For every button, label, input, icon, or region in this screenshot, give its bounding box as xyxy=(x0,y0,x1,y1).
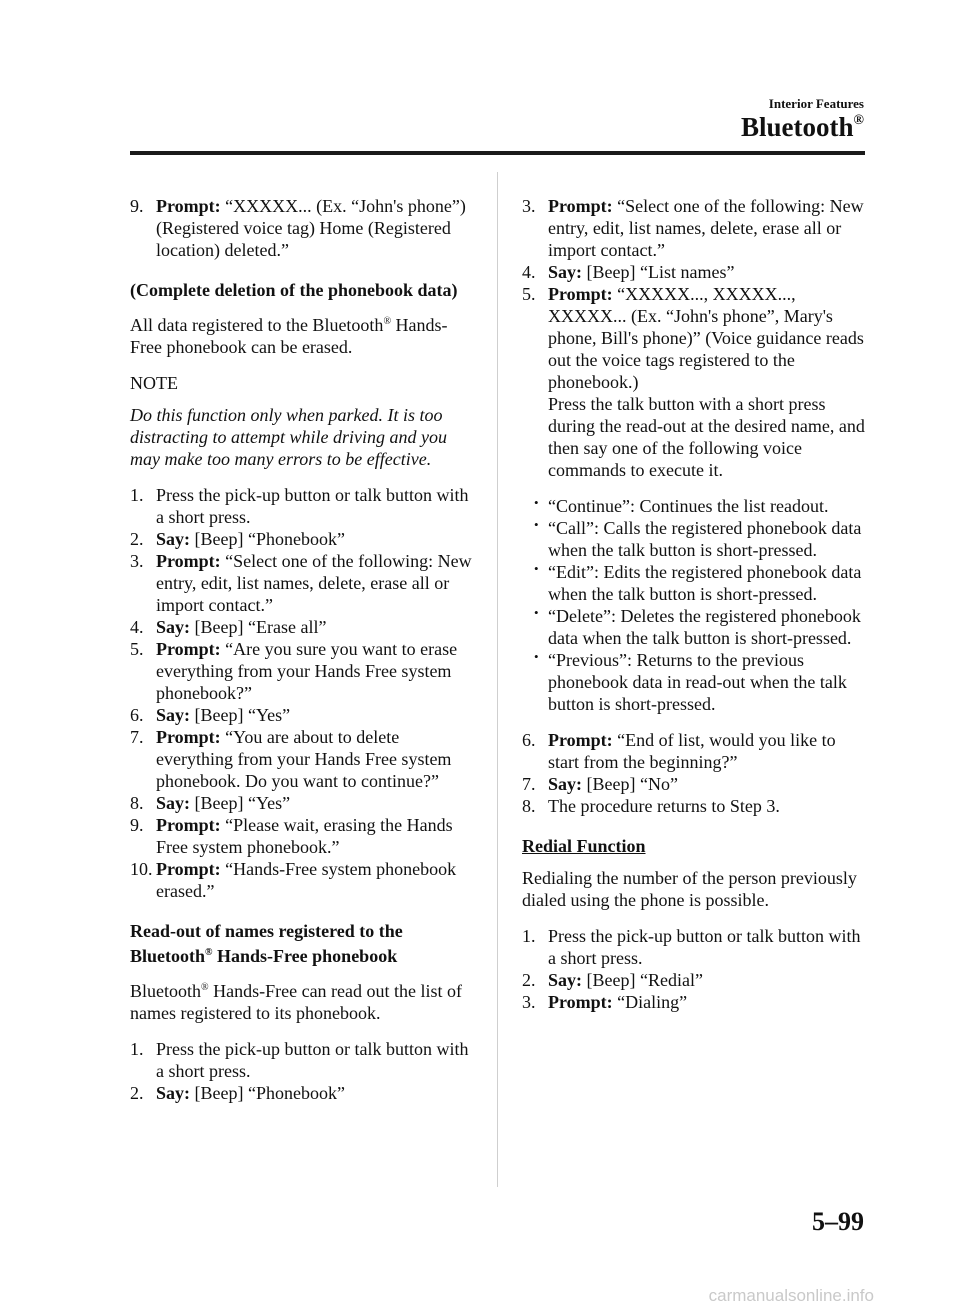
step-number: 9. xyxy=(130,196,144,216)
page-title xyxy=(741,112,864,143)
list-item: 2. Say: [Beep] “Phonebook” xyxy=(130,529,345,549)
note-text: Do this function only when parked. It is too distracting to attempt while driving and you may make too many errors to be effective. xyxy=(130,405,447,469)
bullet-icon: • xyxy=(534,649,539,664)
list-item: 3. Prompt: “Dialing” xyxy=(522,992,688,1012)
list-item: 4. Say: [Beep] “List names” xyxy=(522,262,735,282)
steps-read-out xyxy=(130,1038,475,1104)
list-item: • “Previous”: Returns to the previous phonebook data in read-out when the talk button is short-pressed. xyxy=(522,649,867,715)
heading-read-out: Read-out of names registered to the Bluetooth® Hands-Free phonebook xyxy=(130,921,403,966)
intro-read-out: Bluetooth® Hands-Free can read out the list of names registered to its phonebook. xyxy=(130,981,463,1023)
list-item: 6. Prompt: “End of list, would you like to start from the beginning?” xyxy=(522,730,836,772)
page-number: 5–99 xyxy=(812,1207,864,1236)
list-item: 9. Prompt: “Please wait, erasing the Hands Free system phonebook.” xyxy=(130,815,453,857)
section-header: Interior Features xyxy=(768,96,864,111)
page-title-text: Bluetooth xyxy=(741,112,854,142)
list-item: 6. Say: [Beep] “Yes” xyxy=(130,705,291,725)
list-item: 1. Press the pick-up button or talk button with a short press. xyxy=(130,1039,469,1081)
list-item: 4. Say: [Beep] “Erase all” xyxy=(130,617,327,637)
list-item: 5. Prompt: “XXXXX..., XXXXX..., XXXXX... (Ex. “John's phone”, Mary's phone, Bill's phone)” (Voice guidance reads out the voice tags registered to the phonebook.) xyxy=(522,284,864,392)
note-label: NOTE xyxy=(130,373,178,393)
steps-end-of-list xyxy=(522,729,867,817)
steps-redial xyxy=(522,925,867,1013)
step-text: “XXXXX... (Ex. “John's phone”) (Registered voice tag) Home (Registered location) deleted.” xyxy=(156,196,466,260)
bullet-icon: • xyxy=(534,517,539,532)
registered-mark: ® xyxy=(853,113,864,128)
step-label: Prompt: xyxy=(156,196,221,216)
registered-mark: ® xyxy=(201,982,209,993)
registered-mark: ® xyxy=(205,947,213,958)
list-item: • “Delete”: Deletes the registered phonebook data when the talk button is short-pressed. xyxy=(522,605,867,649)
registered-mark: ® xyxy=(383,316,392,327)
heading-redial-function: Redial Function xyxy=(522,836,646,856)
list-item: 1. Press the pick-up button or talk button with a short press. xyxy=(522,926,861,968)
list-item: 2. Say: [Beep] “Redial” xyxy=(522,970,703,990)
step-5-instructions: Press the talk button with a short press during the read-out at the desired name, and then say one of the following voice commands to execute it. xyxy=(548,394,865,480)
step-9-deleted xyxy=(130,195,475,261)
list-item: 2. Say: [Beep] “Phonebook” xyxy=(130,1083,345,1103)
steps-erase-all xyxy=(130,484,475,902)
right-column xyxy=(522,195,867,1013)
list-item: • “Edit”: Edits the registered phonebook data when the talk button is short-pressed. xyxy=(522,561,867,605)
bullet-icon: • xyxy=(534,561,539,576)
heading-complete-deletion: (Complete deletion of the phonebook data) xyxy=(130,280,458,300)
list-item: 1. Press the pick-up button or talk button with a short press. xyxy=(130,485,469,527)
list-item: 3. Prompt: “Select one of the following: New entry, edit, list names, delete, erase all or import contact.” xyxy=(130,551,472,615)
list-item: 8. Say: [Beep] “Yes” xyxy=(130,793,291,813)
list-item: 7. Say: [Beep] “No” xyxy=(522,774,678,794)
header-rule xyxy=(130,151,865,155)
bullet-icon: • xyxy=(534,495,539,510)
list-item: 10. Prompt: “Hands-Free system phonebook erased.” xyxy=(130,859,457,901)
footer-watermark: carmanualsonline.info xyxy=(708,1286,874,1305)
bullet-icon: • xyxy=(534,605,539,620)
list-item: • “Continue”: Continues the list readout. xyxy=(522,495,867,517)
list-item: 3. Prompt: “Select one of the following: New entry, edit, list names, delete, erase all or import contact.” xyxy=(522,196,864,260)
intro-complete-deletion: All data registered to the Bluetooth® Hands-Free phonebook can be erased. xyxy=(130,315,448,357)
left-column xyxy=(130,195,475,1104)
voice-commands-list xyxy=(522,495,867,715)
list-item: • “Call”: Calls the registered phonebook data when the talk button is short-pressed. xyxy=(522,517,867,561)
column-divider xyxy=(497,172,498,1187)
list-item: 8. The procedure returns to Step 3. xyxy=(522,796,780,816)
intro-redial: Redialing the number of the person previously dialed using the phone is possible. xyxy=(522,868,857,910)
list-item: 7. Prompt: “You are about to delete everything from your Hands Free system phonebook. Do you want to continue?” xyxy=(130,727,452,791)
list-item: 5. Prompt: “Are you sure you want to erase everything from your Hands Free system phonebook?” xyxy=(130,639,458,703)
